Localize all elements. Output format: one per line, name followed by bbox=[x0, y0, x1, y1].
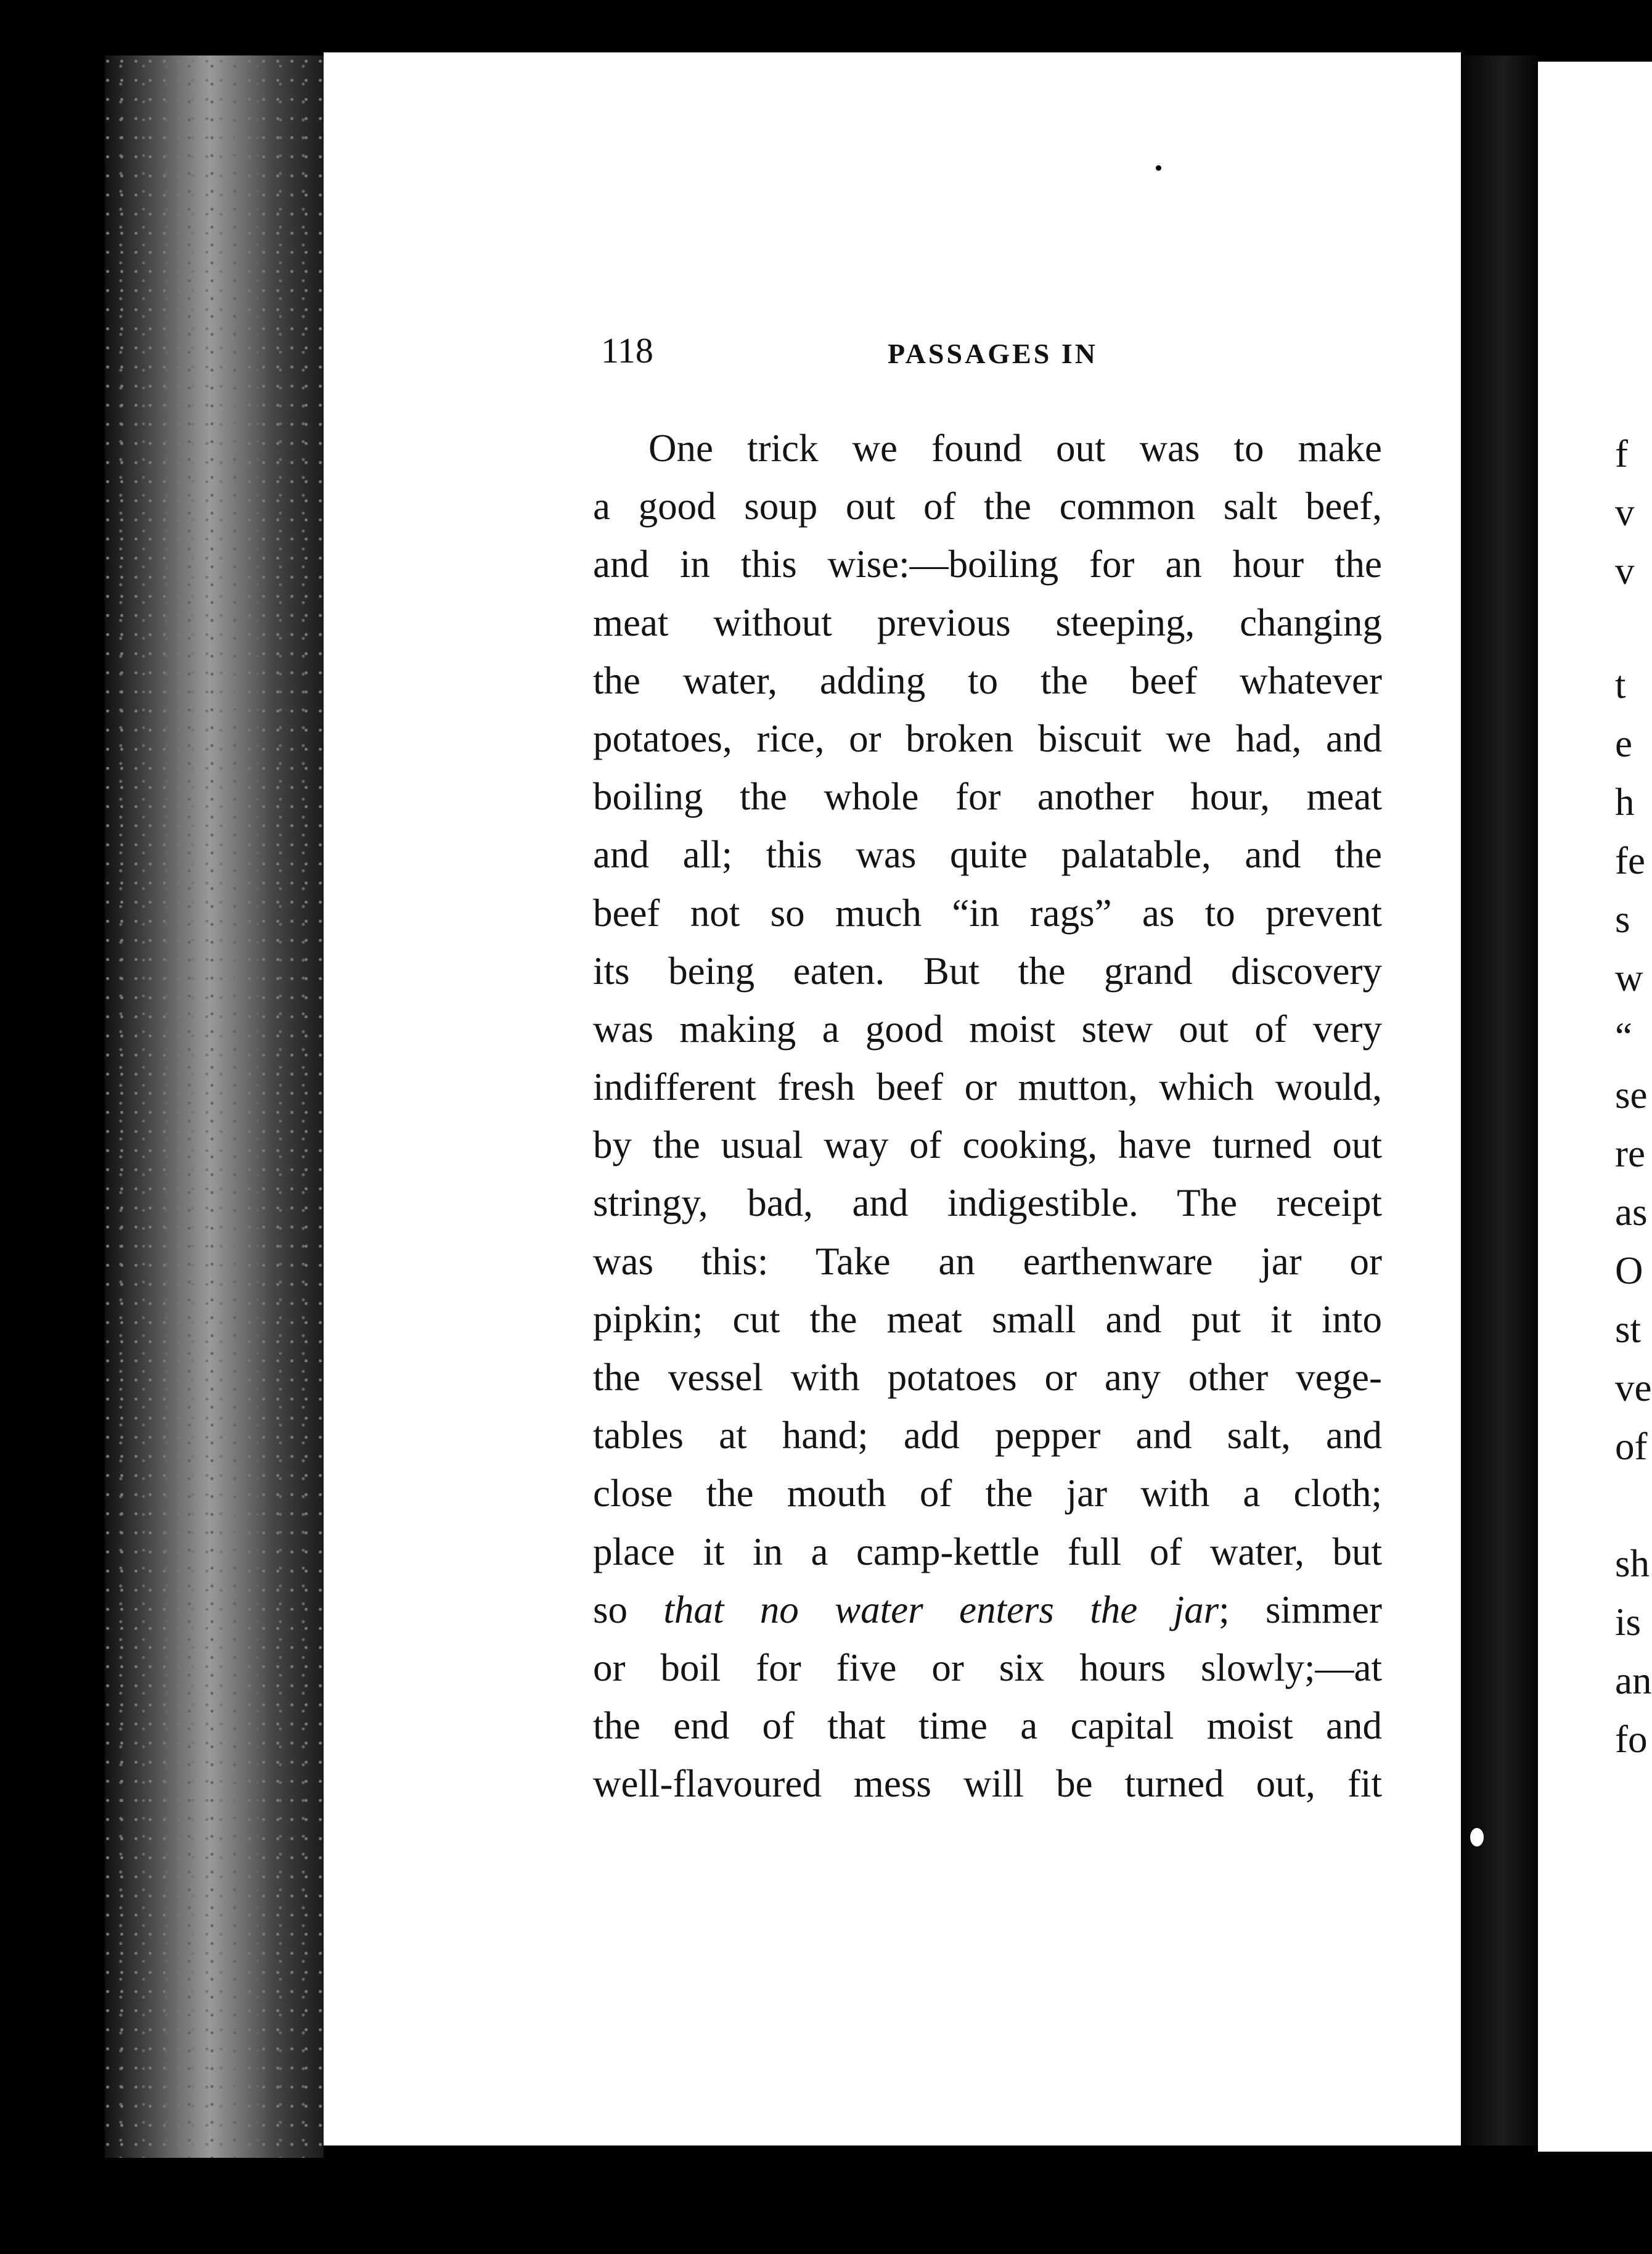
facing-page-fragment: t bbox=[1615, 663, 1626, 707]
text-line: boiling the whole for another hour, meat bbox=[593, 775, 1382, 819]
text-line: meat without previous steeping, changing bbox=[593, 600, 1382, 644]
text-line: One trick we found out was to make bbox=[648, 427, 1382, 470]
text-line: by the usual way of cooking, have turned out bbox=[593, 1123, 1382, 1167]
facing-page-fragment: sh bbox=[1615, 1542, 1650, 1585]
facing-page-fragment: st bbox=[1615, 1308, 1642, 1351]
text-line: the vessel with potatoes or any other vege- bbox=[593, 1356, 1382, 1399]
facing-page-fragment: O bbox=[1615, 1249, 1643, 1292]
facing-page-fragment: an bbox=[1615, 1659, 1652, 1702]
text-line: the end of that time a capital moist and bbox=[593, 1704, 1382, 1748]
text-line: and in this wise:—boiling for an hour the bbox=[593, 543, 1382, 586]
text-line: pipkin; cut the meat small and put it into bbox=[593, 1297, 1382, 1341]
text-line: well-flavoured mess will be turned out, fit bbox=[593, 1762, 1382, 1806]
facing-page-fragment: “ bbox=[1615, 1015, 1632, 1058]
text-run: ; simmer bbox=[1219, 1588, 1382, 1631]
facing-page-fragment: s bbox=[1615, 898, 1630, 941]
text-line: stringy, bad, and indigestible. The receipt bbox=[593, 1181, 1382, 1225]
text-line: its being eaten. But the grand discovery bbox=[593, 949, 1382, 993]
facing-page-fragment: w bbox=[1615, 956, 1643, 999]
running-head bbox=[601, 330, 1378, 385]
page-number: 118 bbox=[601, 330, 653, 371]
facing-page-fragment: v bbox=[1615, 491, 1635, 534]
body-text bbox=[593, 419, 1382, 1813]
facing-page-fragment: f bbox=[1615, 432, 1628, 475]
text-line: potatoes, rice, or broken biscuit we had, and bbox=[593, 716, 1382, 760]
text-run: so bbox=[593, 1588, 664, 1631]
text-line: was making a good moist stew out of very bbox=[593, 1007, 1382, 1051]
running-title: PASSAGES IN bbox=[888, 338, 1098, 369]
text-line: beef not so much “in rags” as to prevent bbox=[593, 891, 1382, 935]
facing-page-fragment: se bbox=[1615, 1073, 1648, 1117]
facing-page-fragment: is bbox=[1615, 1600, 1642, 1644]
text-line: indifferent fresh beef or mutton, which would, bbox=[593, 1065, 1382, 1109]
dust-speck bbox=[1279, 9, 1283, 13]
text-line: the water, adding to the beef whatever bbox=[593, 658, 1382, 702]
facing-page-fragment: v bbox=[1615, 549, 1635, 592]
text-line: and all; this was quite palatable, and the bbox=[593, 833, 1382, 877]
facing-page-fragment: e bbox=[1615, 722, 1632, 765]
facing-page-fragment: re bbox=[1615, 1132, 1645, 1175]
facing-page-fragment: fe bbox=[1615, 839, 1645, 882]
facing-page-fragment: fo bbox=[1615, 1718, 1648, 1761]
text-line: was this: Take an earthenware jar or bbox=[593, 1239, 1382, 1283]
facing-page-fragment: of bbox=[1615, 1425, 1648, 1468]
dust-speck bbox=[1156, 165, 1161, 171]
text-line: or boil for five or six hours slowly;—at bbox=[593, 1645, 1382, 1689]
text-line-with-italic bbox=[593, 1581, 1382, 1639]
facing-page-fragment: h bbox=[1615, 781, 1635, 824]
text-line: a good soup out of the common salt beef, bbox=[593, 485, 1382, 528]
text-line: place it in a camp-kettle full of water, but bbox=[593, 1530, 1382, 1573]
italic-phrase: that no water enters the jar bbox=[663, 1588, 1219, 1631]
facing-page-fragment: ve bbox=[1615, 1366, 1652, 1409]
text-line: close the mouth of the jar with a cloth; bbox=[593, 1472, 1382, 1515]
book-edge bbox=[105, 55, 324, 2158]
text-line: tables at hand; add pepper and salt, and bbox=[593, 1414, 1382, 1457]
dust-speck bbox=[1470, 1828, 1484, 1846]
facing-page-fragment: as bbox=[1615, 1191, 1648, 1234]
